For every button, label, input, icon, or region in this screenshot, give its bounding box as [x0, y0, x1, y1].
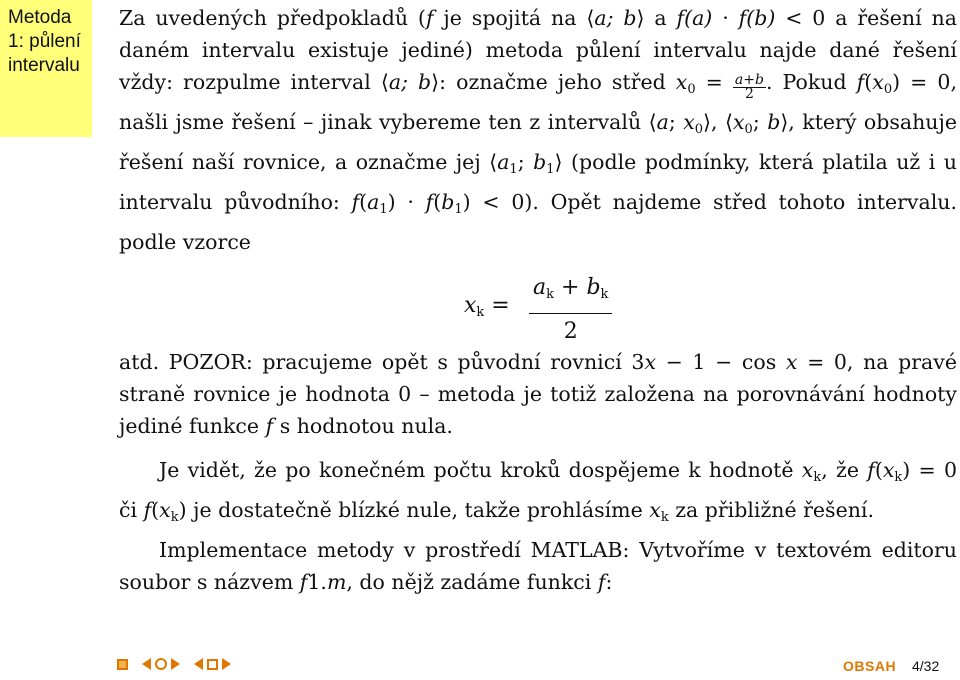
page-number: 4/32: [912, 658, 940, 674]
slide-footer: [0, 652, 960, 680]
contents-link[interactable]: OBSAH: [843, 658, 897, 674]
first-page-triangle-icon[interactable]: [194, 658, 203, 670]
paragraph-method-description: Za uvedených předpokladů (f je spojitá na ⟨a; b⟩ a f(a) · f(b) < 0 a řešení na daném intervalu existuje jediné) metoda půlení intervalu najde dané řešení vždy: rozpulme interval ⟨a; b⟩: označme jeho střed $x_0$ = $\frac{a+b}{2}$ . Pokud $f(x_0) = 0$, našli jsme řešení – jinak vybereme ten z intervalů ⟨a; $x_0⟩$, $⟨x_0$; b⟩, který obsahuje řešení naší rovnice, a označme jej $⟨a_1$; $b_1⟩$ (podle podmínky, která platila už i u intervalu původního: $f(a_1) \cdot f(b_1) < 0$). Opět najdeme střed tohoto intervalu. podle vzorce: [119, 6, 957, 254]
paragraph-warning: atd. POZOR: pracujeme opět s původní rovnicí 3x − 1 − cos x = 0, na pravé straně rovnice je hodnota 0 – metoda je totiž založena na porovnávání hodnoty jediné funkce f s hodnotou nula.: [119, 350, 957, 438]
paragraph-matlab: Implementace metody v prostředí MATLAB: Vytvoříme v textovém editoru soubor s názvem f1.m, do nějž zadáme funkci f:: [119, 538, 957, 594]
next-triangle-icon[interactable]: [171, 658, 180, 670]
midpoint-formula: $x_k$ = $\frac{a_k + b_k}{2}$: [119, 272, 957, 336]
fullscreen-icon[interactable]: [117, 659, 128, 670]
back-circle-icon[interactable]: [155, 658, 167, 670]
navigation-controls: [117, 658, 231, 670]
slide-section-label: Metoda 1: půlení intervalu: [0, 0, 92, 137]
previous-triangle-icon[interactable]: [142, 658, 151, 670]
slide-content: [119, 2, 957, 598]
inline-fraction: $\frac{a+b}{2}$: [734, 72, 764, 102]
page-square-icon[interactable]: [207, 659, 218, 670]
paragraph-convergence: Je vidět, že po konečném počtu kroků dospějeme k hodnotě $x_k$, že $f(x_k) = 0$ či $f(x_k)$ je dostatečně blízké nule, takže prohlásíme $x_k$ za přibližné řešení.: [119, 458, 958, 525]
last-page-triangle-icon[interactable]: [222, 658, 231, 670]
